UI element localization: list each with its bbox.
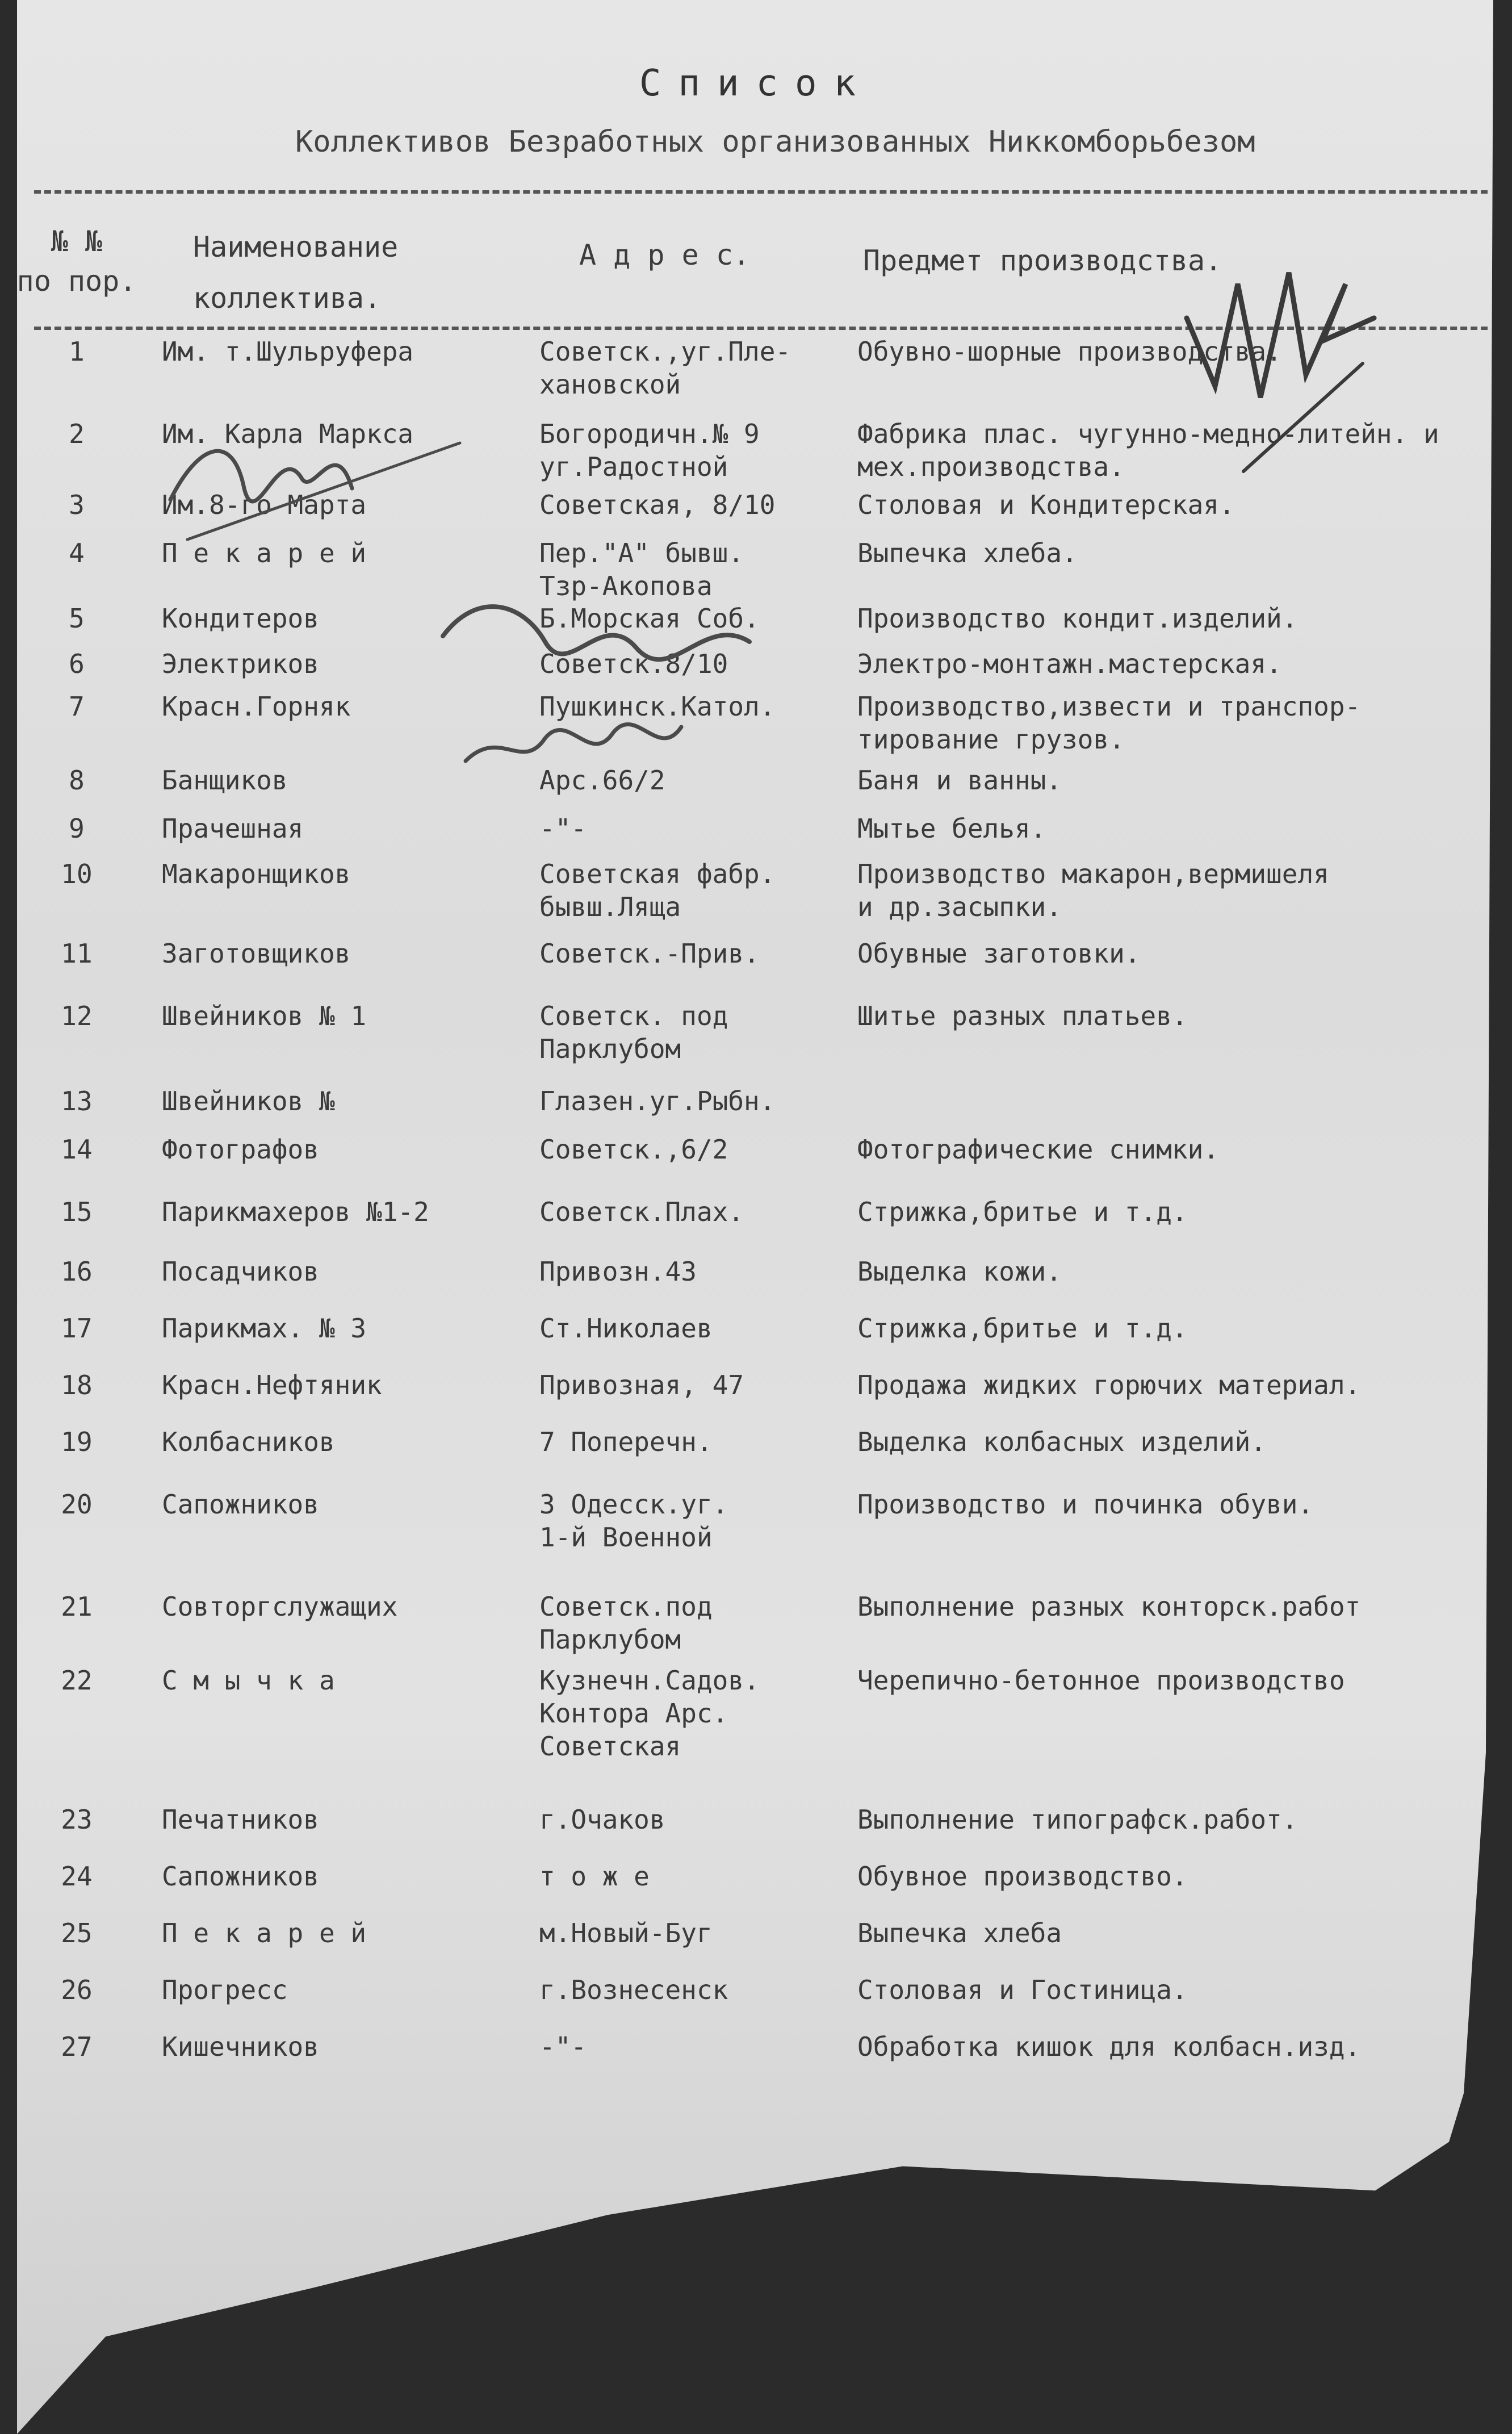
- row-number: 3: [69, 490, 85, 520]
- production-subject: Выделка кожи.: [857, 1256, 1062, 1287]
- header-address: А д р е с.: [579, 239, 751, 271]
- row-number: 25: [61, 1918, 93, 1948]
- top-divider: [34, 190, 1488, 194]
- signature-mark-middle: [432, 557, 818, 795]
- collective-address: Советская, 8/10: [539, 490, 776, 520]
- collective-name: Красн.Нефтяник: [162, 1370, 382, 1400]
- production-subject: Производство кондит.изделий.: [857, 603, 1298, 634]
- signature-mark-left: [165, 409, 483, 557]
- row-number: 2: [69, 419, 85, 449]
- row-number: 20: [61, 1489, 93, 1520]
- row-number: 18: [61, 1370, 93, 1400]
- header-subject: Предмет производства.: [863, 244, 1222, 277]
- collective-address: Советск.,уг.Пле- хановской: [539, 336, 791, 400]
- row-number: 21: [61, 1591, 93, 1622]
- collective-address: Ст.Николаев: [539, 1313, 713, 1344]
- collective-name: Кишечников: [162, 2031, 319, 2062]
- collective-name: Парикмах. № 3: [162, 1313, 367, 1344]
- row-number: 19: [61, 1427, 93, 1457]
- collective-name: Печатников: [162, 1804, 319, 1835]
- collective-address: Привозная, 47: [539, 1370, 744, 1400]
- production-subject: Фотографические снимки.: [857, 1134, 1219, 1165]
- collective-name: Красн.Горняк: [162, 691, 351, 722]
- production-subject: Столовая и Кондитерская.: [857, 490, 1235, 520]
- collective-address: Богородичн.№ 9 уг.Радостной: [539, 419, 760, 482]
- row-number: 23: [61, 1804, 93, 1835]
- collective-name: Электриков: [162, 649, 319, 679]
- row-number: 5: [69, 603, 85, 634]
- collective-name: Банщиков: [162, 765, 288, 796]
- collective-name: Им. Карла Маркса: [162, 419, 414, 449]
- production-subject: Продажа жидких горючих материал.: [857, 1370, 1361, 1400]
- signature-mark-top-right: [1175, 250, 1414, 477]
- collective-address: Глазен.уг.Рыбн.: [539, 1086, 776, 1116]
- collective-address: т о ж е: [539, 1861, 650, 1892]
- production-subject: Баня и ванны.: [857, 765, 1062, 796]
- collective-address: Арс.66/2: [539, 765, 665, 796]
- header-num: № № по пор.: [16, 225, 137, 298]
- collective-name: Сапожников: [162, 1861, 319, 1892]
- production-subject: Стрижка,бритье и т.д.: [857, 1197, 1188, 1227]
- row-number: 16: [61, 1256, 93, 1287]
- document-title: Список: [639, 62, 873, 104]
- production-subject: Столовая и Гостиница.: [857, 1975, 1188, 2005]
- row-number: 14: [61, 1134, 93, 1165]
- row-number: 1: [69, 336, 85, 367]
- row-number: 6: [69, 649, 85, 679]
- row-number: 8: [69, 765, 85, 796]
- collective-name: Посадчиков: [162, 1256, 319, 1287]
- collective-address: -"-: [539, 813, 587, 844]
- row-number: 22: [61, 1665, 93, 1696]
- collective-name: Сапожников: [162, 1489, 319, 1520]
- production-subject: Электро-монтажн.мастерская.: [857, 649, 1282, 679]
- collective-address: 3 Одесск.уг. 1-й Военной: [539, 1489, 728, 1553]
- production-subject: Стрижка,бритье и т.д.: [857, 1313, 1188, 1344]
- row-number: 9: [69, 813, 85, 844]
- row-number: 17: [61, 1313, 93, 1344]
- collective-name: Фотографов: [162, 1134, 319, 1165]
- collective-address: г.Очаков: [539, 1804, 665, 1835]
- row-number: 27: [61, 2031, 93, 2062]
- collective-address: 7 Поперечн.: [539, 1427, 713, 1457]
- production-subject: Черепично-бетонное производство: [857, 1665, 1345, 1696]
- production-subject: Выпечка хлеба.: [857, 538, 1078, 568]
- row-number: 4: [69, 538, 85, 568]
- collective-name: Швейников №: [162, 1086, 335, 1116]
- production-subject: Выполнение типографск.работ.: [857, 1804, 1298, 1835]
- collective-address: м.Новый-Буг: [539, 1918, 713, 1948]
- production-subject: Выделка колбасных изделий.: [857, 1427, 1267, 1457]
- collective-address: Советск. под Парклубом: [539, 1001, 728, 1064]
- collective-name: Им. т.Шульруфера: [162, 336, 414, 367]
- collective-name: П е к а р е й: [162, 538, 367, 568]
- collective-address: Советская фабр. бывш.Ляща: [539, 859, 776, 922]
- collective-name: Кондитеров: [162, 603, 319, 634]
- row-number: 24: [61, 1861, 93, 1892]
- collective-name: Колбасников: [162, 1427, 335, 1457]
- production-subject: Шитье разных платьев.: [857, 1001, 1188, 1031]
- production-subject: Обработка кишок для колбасн.изд.: [857, 2031, 1361, 2062]
- collective-address: Пер."А" бывш. Тзр-Акопова: [539, 538, 744, 601]
- production-subject: Обувно-шорные производства.: [857, 336, 1282, 367]
- collective-address: Кузнечн.Садов. Контора Арс. Советская: [539, 1665, 760, 1762]
- row-number: 15: [61, 1197, 93, 1227]
- row-number: 10: [61, 859, 93, 889]
- collective-address: Советск.,6/2: [539, 1134, 728, 1165]
- production-subject: Обувное производство.: [857, 1861, 1188, 1892]
- collective-name: С м ы ч к а: [162, 1665, 335, 1696]
- collective-name: Совторгслужащих: [162, 1591, 398, 1622]
- collective-name: Швейников № 1: [162, 1001, 367, 1031]
- collective-address: Пушкинск.Катол.: [539, 691, 776, 722]
- row-number: 26: [61, 1975, 93, 2005]
- production-subject: Производство,извести и транспор- тирование грузов.: [857, 691, 1361, 755]
- collective-address: Советск.под Парклубом: [539, 1591, 713, 1655]
- row-number: 7: [69, 691, 85, 722]
- collective-name: Прачешная: [162, 813, 304, 844]
- collective-address: г.Вознесенск: [539, 1975, 728, 2005]
- collective-address: Советск.-Прив.: [539, 938, 760, 969]
- collective-address: Советск.Плах.: [539, 1197, 744, 1227]
- production-subject: Фабрика плас. чугунно-медно-литейн. и мех.производства.: [857, 419, 1439, 482]
- row-number: 13: [61, 1086, 93, 1116]
- collective-address: -"-: [539, 2031, 587, 2062]
- production-subject: Мытье белья.: [857, 813, 1046, 844]
- header-name: Наименование коллектива.: [193, 231, 399, 315]
- collective-address: Б.Морская Соб.: [539, 603, 760, 634]
- row-number: 12: [61, 1001, 93, 1031]
- production-subject: Выпечка хлеба: [857, 1918, 1062, 1948]
- production-subject: Выполнение разных конторск.работ: [857, 1591, 1361, 1622]
- collective-name: Макаронщиков: [162, 859, 351, 889]
- collective-address: Советск.8/10: [539, 649, 728, 679]
- production-subject: Производство макарон,вермишеля и др.засыпки.: [857, 859, 1329, 922]
- collective-name: Им.8-го Марта: [162, 490, 367, 520]
- row-number: 11: [61, 938, 93, 969]
- collective-name: Прогресс: [162, 1975, 288, 2005]
- collective-name: П е к а р е й: [162, 1918, 367, 1948]
- document-subtitle: Коллективов Безработных организованных Никкомборьбезом: [295, 125, 1255, 159]
- collective-name: Заготовщиков: [162, 938, 351, 969]
- production-subject: Производство и починка обуви.: [857, 1489, 1314, 1520]
- collective-name: Парикмахеров №1-2: [162, 1197, 429, 1227]
- collective-address: Привозн.43: [539, 1256, 697, 1287]
- production-subject: Обувные заготовки.: [857, 938, 1141, 969]
